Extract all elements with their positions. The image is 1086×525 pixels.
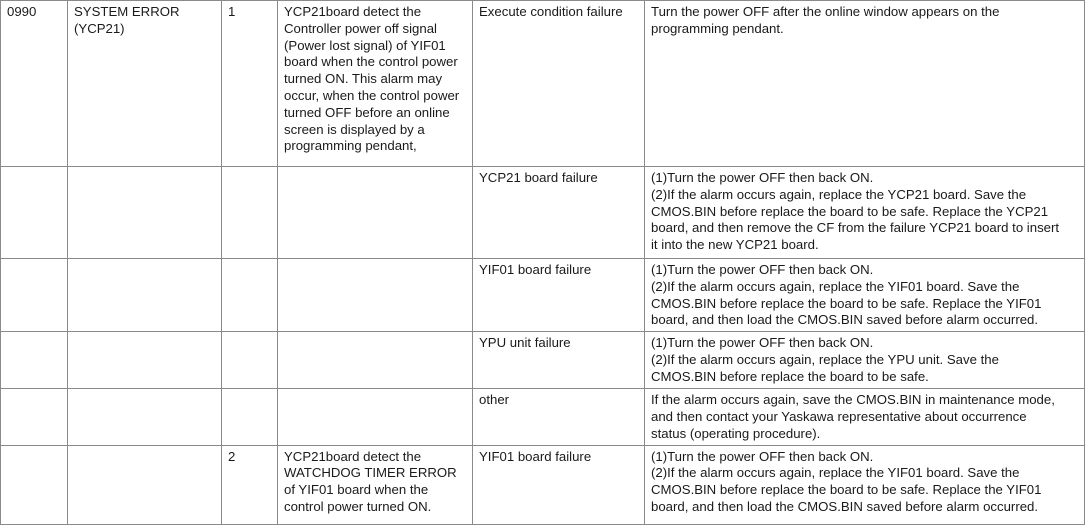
cause-text: Execute condition failure [479,4,623,19]
empty-cell [222,332,278,389]
sub-code: 1 [228,4,236,19]
alarm-name-line: SYSTEM ERROR [74,4,180,19]
alarm-name-cell [68,1,222,167]
cause-text: YPU unit failure [479,335,571,351]
alarm-name-line: (YCP21) [74,20,125,36]
empty-cell [1,389,68,445]
description-line: turned ON. This alarm may [284,71,443,87]
alarm-code: 0990 [7,4,37,19]
description-line: YCP21board detect the [284,4,422,19]
cause-text: YIF01 board failure [479,262,592,277]
empty-cell [278,332,473,389]
table-row [1,445,1085,524]
remedy-line: CMOS.BIN before replace the board to be safe. Replace the YIF01 [651,482,1042,498]
remedy-line: CMOS.BIN before replace the board to be safe. [651,368,929,384]
description-line: Controller power off signal [284,20,437,36]
empty-cell [68,259,222,332]
description-line: control power turned ON. [284,498,432,514]
description-line: board when the control power [284,54,458,70]
cause-text: YCP21 board failure [479,170,598,185]
remedy-line: board, and then load the CMOS.BIN saved before alarm occurred. [651,498,1039,514]
remedy-line: (1)Turn the power OFF then back ON. [651,170,874,185]
empty-cell [68,445,222,524]
cause-cell [473,259,645,332]
empty-cell [68,389,222,445]
remedy-line: (1)Turn the power OFF then back ON. [651,262,874,277]
empty-cell [278,167,473,259]
empty-cell [68,332,222,389]
empty-cell [1,332,68,389]
description-cell [278,1,473,167]
table-row [1,332,1085,389]
table-row [1,389,1085,445]
remedy-line: programming pendant. [651,20,784,36]
remedy-line: (1)Turn the power OFF then back ON. [651,335,874,351]
cause-cell [473,167,645,259]
remedy-line: CMOS.BIN before replace the board to be safe. Replace the YCP21 [651,203,1049,219]
remedy-cell [645,1,1085,167]
remedy-line: (2)If the alarm occurs again, replace the YPU unit. Save the [651,351,999,367]
remedy-cell [645,389,1085,445]
empty-cell [222,167,278,259]
remedy-line: board, and then load the CMOS.BIN saved before alarm occurred. [651,312,1039,328]
empty-cell [1,167,68,259]
remedy-line: status (operating procedure). [651,425,821,441]
empty-cell [1,259,68,332]
empty-cell [278,259,473,332]
empty-cell [68,167,222,259]
remedy-line: board, and then remove the CF from the failure YCP21 board to insert [651,220,1060,236]
remedy-cell [645,259,1085,332]
table-row [1,259,1085,332]
description-line: turned OFF before an online [284,104,450,120]
cause-cell [473,389,645,445]
description-cell [278,445,473,524]
empty-cell [222,389,278,445]
cause-text: YIF01 board failure [479,448,592,464]
empty-cell [1,445,68,524]
table-row [1,1,1085,167]
remedy-cell [645,167,1085,259]
description-line: screen is displayed by a [284,121,425,137]
empty-cell [222,259,278,332]
sub-code: 2 [228,448,236,464]
remedy-line: and then contact your Yaskawa representative about occurrence [651,408,1027,424]
remedy-line: (2)If the alarm occurs again, replace the YIF01 board. Save the [651,465,1020,481]
cause-cell [473,445,645,524]
cause-cell [473,1,645,167]
remedy-line: CMOS.BIN before replace the board to be safe. Replace the YIF01 [651,295,1042,311]
remedy-cell [645,332,1085,389]
alarm-code-cell [1,1,68,167]
description-line: YCP21board detect the [284,448,422,464]
cause-cell [473,332,645,389]
sub-code-cell [222,445,278,524]
remedy-line: (2)If the alarm occurs again, replace the YCP21 board. Save the [651,186,1027,202]
remedy-cell [645,445,1085,524]
description-line: WATCHDOG TIMER ERROR [284,465,457,481]
table-row [1,167,1085,259]
remedy-line: it into the new YCP21 board. [651,237,819,253]
description-line: (Power lost signal) of YIF01 [284,37,446,53]
cause-text: other [479,392,510,408]
description-line: occur, when the control power [284,87,460,103]
remedy-line: Turn the power OFF after the online window appears on the [651,4,1000,19]
remedy-line: If the alarm occurs again, save the CMOS.BIN in maintenance mode, [651,392,1055,408]
remedy-line: (2)If the alarm occurs again, replace the YIF01 board. Save the [651,278,1020,294]
remedy-line: (1)Turn the power OFF then back ON. [651,448,874,464]
description-line: of YIF01 board when the [284,482,429,498]
empty-cell [278,389,473,445]
description-line: programming pendant, [284,138,417,154]
sub-code-cell [222,1,278,167]
